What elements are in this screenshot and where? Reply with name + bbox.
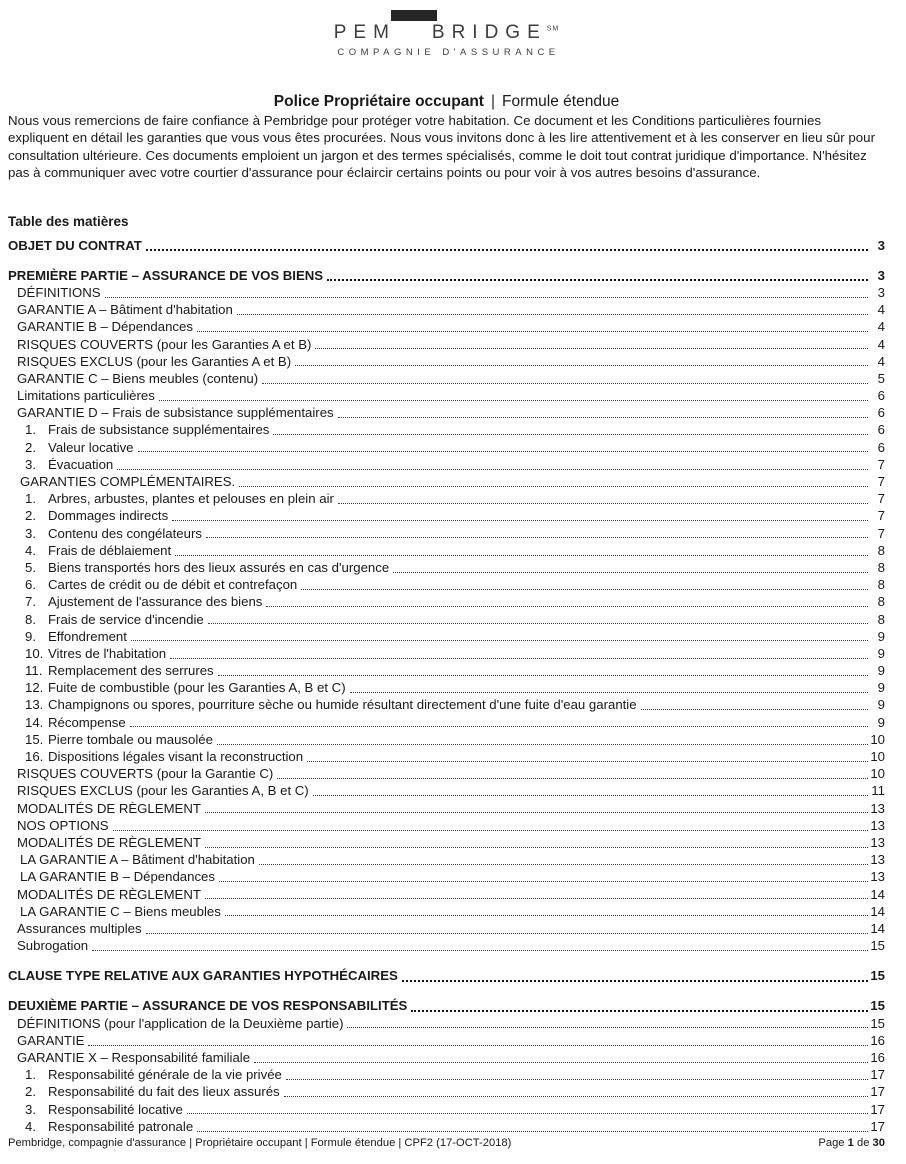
intro-paragraph: Nous vous remercions de faire confiance à Pembridge pour protéger votre habitation. Ce document et les Conditions particulières fournies expliquent en détail les garanties que vous vous êtes procurées. Nous vous invitons donc à les lire attentivement et à les conserver en lieu sûr pour consultation ultérieure. Ces documents emploient un jargon et des termes spécialisés, comme le doit tout contrat juridique d'importance. N'hésitez pas à communiquer avec votre courtier d'assurance pour éclaircir certains points ou pour voir à vos autres besoins d'assurance.	[8, 113, 876, 181]
footer-document-info: Pembridge, compagnie d'assurance | Propriétaire occupant | Formule étendue | CPF2 (17-OCT-2018)	[8, 1137, 512, 1149]
toc-entry-number: 3.	[25, 456, 36, 472]
toc-dot-leader	[217, 744, 868, 745]
toc-entry-label: MODALITÉS DE RÈGLEMENT	[17, 886, 201, 902]
toc-dot-leader	[411, 1010, 868, 1012]
toc-entry-page: 14	[870, 920, 885, 936]
toc-entry-page: 11	[871, 783, 885, 799]
toc-entry[interactable]	[8, 645, 885, 662]
toc-entry-label: LA GARANTIE B – Dépendances	[20, 869, 215, 885]
toc-entry[interactable]	[8, 1118, 885, 1135]
toc-entry-label: DÉFINITIONS	[17, 284, 101, 300]
toc-entry[interactable]	[8, 782, 885, 799]
toc-entry-page: 9	[877, 697, 885, 713]
toc-entry-label: LA GARANTIE C – Biens meubles	[20, 903, 221, 919]
logo-tagline: COMPAGNIE D'ASSURANCE	[337, 47, 560, 58]
toc-dot-leader	[92, 950, 868, 951]
toc-dot-leader	[327, 279, 868, 281]
toc-entry-number: 5.	[25, 559, 36, 575]
toc-entry-label: Arbres, arbustes, plantes et pelouses en plein air	[48, 491, 334, 507]
toc-entry-label: DÉFINITIONS (pour l'application de la Deuxième partie)	[17, 1015, 344, 1031]
toc-entry-page: 7	[877, 456, 885, 472]
toc-entry[interactable]	[8, 1049, 885, 1066]
toc-entry-label: DEUXIÈME PARTIE – ASSURANCE DE VOS RESPONSABILITÉS	[8, 998, 408, 1014]
toc-entry-number: 16.	[25, 749, 44, 765]
toc-entry-page: 8	[877, 559, 885, 575]
toc-entry-number: 14.	[25, 714, 44, 730]
toc-entry-label: Limitations particulières	[17, 388, 155, 404]
toc-entry[interactable]	[8, 903, 885, 920]
toc-entry-label: Responsabilité générale de la vie privée	[48, 1067, 282, 1083]
toc-entry[interactable]	[8, 318, 885, 335]
toc-entry-page: 16	[870, 1050, 885, 1066]
toc-entry-page: 8	[877, 542, 885, 558]
toc-entry-label: Frais de service d'incendie	[48, 611, 204, 627]
toc-entry-label: Champignons ou spores, pourriture sèche ou humide résultant directement d'une fuite d'eau garantie	[48, 697, 637, 713]
trademark-symbol: SM	[546, 25, 560, 33]
toc-entry[interactable]	[8, 507, 885, 524]
toc-dot-leader	[301, 589, 868, 590]
toc-entry-label: Responsabilité locative	[48, 1101, 183, 1117]
toc-entry-label: GARANTIE D – Frais de subsistance supplémentaires	[17, 405, 334, 421]
toc-entry-label: Récompense	[48, 714, 126, 730]
toc-entry[interactable]	[8, 456, 885, 473]
toc-dot-leader	[273, 434, 868, 435]
toc-entry-number: 13.	[25, 697, 44, 713]
toc-dot-leader	[208, 623, 868, 624]
toc-entry-label: Contenu des congélateurs	[48, 525, 202, 541]
toc-entry-number: 4.	[25, 1118, 36, 1134]
toc-entry-page: 6	[877, 439, 885, 455]
toc-dot-leader	[295, 365, 868, 366]
toc-dot-leader	[338, 417, 868, 418]
toc-heading: Table des matières	[8, 213, 129, 229]
toc-dot-leader	[117, 469, 868, 470]
toc-entry[interactable]	[8, 679, 885, 696]
toc-entry[interactable]	[8, 886, 885, 903]
toc-dot-leader	[237, 314, 868, 315]
toc-entry-page: 8	[877, 594, 885, 610]
company-logo	[333, 10, 559, 58]
toc-entry[interactable]	[8, 868, 885, 885]
toc-entry-page: 17	[870, 1067, 885, 1083]
toc-entry-page: 13	[870, 852, 885, 868]
toc-entry[interactable]	[8, 748, 885, 765]
toc-dot-leader	[277, 778, 868, 779]
toc-entry-label: Dispositions légales visant la reconstruction	[48, 749, 304, 765]
toc-dot-leader	[197, 1131, 868, 1132]
toc-entry-page: 13	[870, 800, 885, 816]
toc-dot-leader	[205, 812, 868, 813]
toc-entry-page: 3	[877, 267, 885, 283]
toc-entry-page: 8	[877, 577, 885, 593]
toc-entry[interactable]	[8, 714, 885, 731]
toc-entry-page: 7	[877, 508, 885, 524]
toc-entry-page: 4	[877, 302, 885, 318]
toc-dot-leader	[338, 503, 868, 504]
toc-entry[interactable]	[8, 237, 885, 254]
toc-dot-leader	[225, 915, 868, 916]
toc-entry-number: 3.	[25, 1101, 36, 1117]
toc-dot-leader	[105, 297, 868, 298]
toc-entry-page: 7	[877, 491, 885, 507]
toc-entry[interactable]	[8, 387, 885, 404]
toc-entry-label: Ajustement de l'assurance des biens	[48, 594, 263, 610]
footer-page-indicator	[818, 1137, 885, 1150]
toc-dot-leader	[146, 933, 868, 934]
toc-dot-leader	[206, 537, 868, 538]
toc-entry-label: Frais de subsistance supplémentaires	[48, 422, 270, 438]
toc-entry[interactable]	[8, 998, 885, 1015]
toc-entry-page: 17	[870, 1118, 885, 1134]
toc-entry-number: 10.	[25, 645, 44, 661]
toc-entry-label: Cartes de crédit ou de débit et contrefaçon	[48, 577, 298, 593]
toc-entry-label: GARANTIE	[17, 1032, 85, 1048]
toc-entry-page: 7	[877, 525, 885, 541]
toc-entry-page: 8	[877, 611, 885, 627]
toc-entry-label: MODALITÉS DE RÈGLEMENT	[17, 834, 201, 850]
toc-entry[interactable]	[8, 1066, 885, 1083]
toc-entry[interactable]	[8, 1015, 885, 1032]
document-title	[8, 93, 885, 111]
toc-entry-page: 4	[877, 319, 885, 335]
toc-entry[interactable]	[8, 800, 885, 817]
toc-entry-page: 15	[870, 998, 885, 1014]
toc-entry[interactable]	[8, 697, 885, 714]
toc-entry-page: 9	[877, 663, 885, 679]
toc-entry-page: 6	[877, 405, 885, 421]
toc-entry-label: GARANTIES COMPLÉMENTAIRES.	[20, 474, 236, 490]
toc-dot-leader	[286, 1079, 868, 1080]
toc-entry[interactable]	[8, 267, 885, 284]
toc-dot-leader	[313, 795, 868, 796]
toc-entry[interactable]	[8, 559, 885, 576]
toc-entry-label: Assurances multiples	[17, 920, 142, 936]
toc-entry-label: PREMIÈRE PARTIE – ASSURANCE DE VOS BIENS	[8, 267, 324, 283]
toc-dot-leader	[88, 1045, 868, 1046]
toc-entry-page: 13	[870, 817, 885, 833]
toc-entry[interactable]	[8, 370, 885, 387]
toc-dot-leader	[197, 331, 868, 332]
toc-dot-leader	[130, 726, 868, 727]
toc-dot-leader	[266, 606, 868, 607]
toc-dot-leader	[347, 1027, 868, 1028]
toc-entry[interactable]	[8, 284, 885, 301]
toc-dot-leader	[307, 761, 868, 762]
toc-entry-label: Dommages indirects	[48, 508, 169, 524]
toc-entry-number: 7.	[25, 594, 36, 610]
toc-entry-number: 3.	[25, 525, 36, 541]
policy-form-label: Formule étendue	[502, 93, 620, 110]
toc-dot-leader	[187, 1113, 868, 1114]
toc-entry[interactable]	[8, 593, 885, 610]
toc-entry[interactable]	[8, 473, 885, 490]
toc-entry[interactable]	[8, 662, 885, 679]
toc-entry[interactable]	[8, 336, 885, 353]
toc-entry-page: 10	[870, 766, 885, 782]
toc-entry-label: RISQUES EXCLUS (pour les Garanties A et B)	[17, 353, 292, 369]
toc-entry-number: 2.	[25, 508, 36, 524]
toc-list	[8, 237, 885, 1135]
toc-entry-page: 13	[870, 869, 885, 885]
toc-dot-leader	[131, 640, 868, 641]
toc-entry[interactable]	[8, 920, 885, 937]
toc-entry-label: Valeur locative	[48, 439, 134, 455]
toc-entry-page: 15	[870, 968, 885, 984]
toc-entry-number: 6.	[25, 577, 36, 593]
toc-entry-label: GARANTIE C – Biens meubles (contenu)	[17, 370, 259, 386]
toc-dot-leader	[205, 898, 868, 899]
toc-entry-page: 16	[870, 1032, 885, 1048]
toc-entry[interactable]	[8, 301, 885, 318]
toc-entry-page: 15	[870, 1015, 885, 1031]
toc-entry-label: Responsabilité patronale	[48, 1118, 194, 1134]
logo-bar-shape	[391, 10, 437, 21]
toc-entry[interactable]	[8, 404, 885, 421]
toc-entry-label: CLAUSE TYPE RELATIVE AUX GARANTIES HYPOTHÉCAIRES	[8, 968, 398, 984]
toc-dot-leader	[315, 348, 868, 349]
toc-entry[interactable]	[8, 611, 885, 628]
toc-entry[interactable]	[8, 439, 885, 456]
toc-entry-page: 10	[870, 749, 885, 765]
toc-entry-page: 9	[877, 714, 885, 730]
toc-entry-number: 11.	[25, 663, 43, 679]
toc-entry[interactable]	[8, 967, 885, 984]
toc-entry-label: Vitres de l'habitation	[48, 645, 167, 661]
toc-entry-label: GARANTIE X – Responsabilité familiale	[17, 1050, 251, 1066]
toc-entry[interactable]	[8, 628, 885, 645]
toc-entry-page: 6	[877, 388, 885, 404]
toc-entry-page: 9	[877, 645, 885, 661]
toc-entry[interactable]	[8, 937, 885, 954]
toc-dot-leader	[205, 847, 868, 848]
toc-entry[interactable]	[8, 525, 885, 542]
toc-dot-leader	[138, 451, 868, 452]
logo-text-bridge: BRIDGE	[431, 22, 547, 43]
toc-entry-page: 14	[870, 886, 885, 902]
toc-entry-page: 6	[877, 422, 885, 438]
toc-entry-page: 9	[877, 628, 885, 644]
toc-entry-page: 10	[870, 731, 885, 747]
toc-entry-number: 15.	[25, 731, 44, 747]
toc-entry-number: 1.	[25, 491, 36, 507]
toc-entry-label: GARANTIE A – Bâtiment d'habitation	[17, 302, 233, 318]
toc-entry-label: OBJET DU CONTRAT	[8, 237, 142, 253]
toc-entry[interactable]	[8, 1032, 885, 1049]
toc-entry-label: Frais de déblaiement	[48, 542, 172, 558]
toc-entry-label: LA GARANTIE A – Bâtiment d'habitation	[20, 852, 255, 868]
toc-dot-leader	[170, 658, 868, 659]
toc-entry-page: 17	[870, 1084, 885, 1100]
toc-entry-number: 8.	[25, 611, 36, 627]
toc-entry-page: 3	[877, 284, 885, 300]
toc-entry-label: MODALITÉS DE RÈGLEMENT	[17, 800, 201, 816]
toc-entry-page: 9	[877, 680, 885, 696]
footer-page-total: 30	[872, 1137, 885, 1149]
toc-entry[interactable]	[8, 1101, 885, 1118]
toc-dot-leader	[175, 555, 868, 556]
toc-entry-label: RISQUES EXCLUS (pour les Garanties A, B et C)	[17, 783, 309, 799]
toc-entry-number: 4.	[25, 542, 36, 558]
toc-dot-leader	[350, 692, 868, 693]
toc-entry-number: 12.	[25, 680, 44, 696]
toc-entry-label: GARANTIE B – Dépendances	[17, 319, 193, 335]
toc-dot-leader	[641, 709, 868, 710]
toc-entry[interactable]	[8, 422, 885, 439]
toc-entry-number: 1.	[25, 422, 36, 438]
toc-entry-number: 1.	[25, 1067, 36, 1083]
page-footer	[8, 1137, 885, 1150]
toc-entry-label: RISQUES COUVERTS (pour les Garanties A et B)	[17, 336, 312, 352]
logo-text-pem: PEM	[333, 22, 396, 43]
toc-entry-page: 7	[877, 474, 885, 490]
toc-entry-label: NOS OPTIONS	[17, 817, 109, 833]
toc-entry-page: 17	[870, 1101, 885, 1117]
logo-wordmark	[333, 10, 559, 42]
toc-entry[interactable]	[8, 851, 885, 868]
toc-entry-label: RISQUES COUVERTS (pour la Garantie C)	[17, 766, 274, 782]
toc-dot-leader	[402, 980, 868, 982]
footer-page-number: 1	[847, 1137, 854, 1149]
toc-dot-leader	[219, 881, 868, 882]
toc-entry[interactable]	[8, 834, 885, 851]
toc-dot-leader	[284, 1096, 868, 1097]
toc-entry-label: Évacuation	[48, 456, 114, 472]
toc-entry[interactable]	[8, 731, 885, 748]
toc-dot-leader	[172, 520, 868, 521]
toc-entry-label: Effondrement	[48, 628, 127, 644]
toc-entry-label: Responsabilité du fait des lieux assurés	[48, 1084, 280, 1100]
toc-entry-page: 3	[877, 237, 885, 253]
toc-dot-leader	[218, 675, 868, 676]
toc-entry-label: Remplacement des serrures	[48, 663, 214, 679]
toc-entry[interactable]	[8, 542, 885, 559]
toc-dot-leader	[239, 486, 868, 487]
toc-entry-number: 2.	[25, 1084, 36, 1100]
toc-entry-number: 9.	[25, 628, 36, 644]
toc-entry-page: 4	[877, 336, 885, 352]
toc-dot-leader	[262, 383, 868, 384]
toc-entry-page: 4	[877, 353, 885, 369]
toc-dot-leader	[146, 249, 868, 251]
toc-entry-label: Subrogation	[17, 938, 89, 954]
toc-dot-leader	[254, 1062, 868, 1063]
toc-entry-page: 15	[870, 938, 885, 954]
toc-entry[interactable]	[8, 1083, 885, 1100]
toc-entry[interactable]	[8, 817, 885, 834]
toc-entry[interactable]	[8, 353, 885, 370]
toc-entry-page: 13	[870, 834, 885, 850]
toc-entry-label: Pierre tombale ou mausolée	[48, 731, 213, 747]
title-separator: |	[490, 93, 496, 110]
toc-entry-number: 2.	[25, 439, 36, 455]
toc-dot-leader	[393, 572, 868, 573]
policy-title: Police Propriétaire occupant	[273, 93, 484, 110]
toc-dot-leader	[259, 864, 868, 865]
toc-entry-page: 5	[877, 370, 885, 386]
toc-entry[interactable]	[8, 576, 885, 593]
toc-entry-label: Biens transportés hors des lieux assurés en cas d'urgence	[48, 559, 390, 575]
footer-page-of: de	[856, 1137, 870, 1149]
toc-entry[interactable]	[8, 490, 885, 507]
footer-page-prefix: Page	[818, 1137, 845, 1149]
toc-dot-leader	[113, 830, 868, 831]
toc-entry-label: Fuite de combustible (pour les Garanties A, B et C)	[48, 680, 346, 696]
toc-entry-page: 14	[870, 903, 885, 919]
toc-entry[interactable]	[8, 765, 885, 782]
toc-dot-leader	[159, 400, 868, 401]
